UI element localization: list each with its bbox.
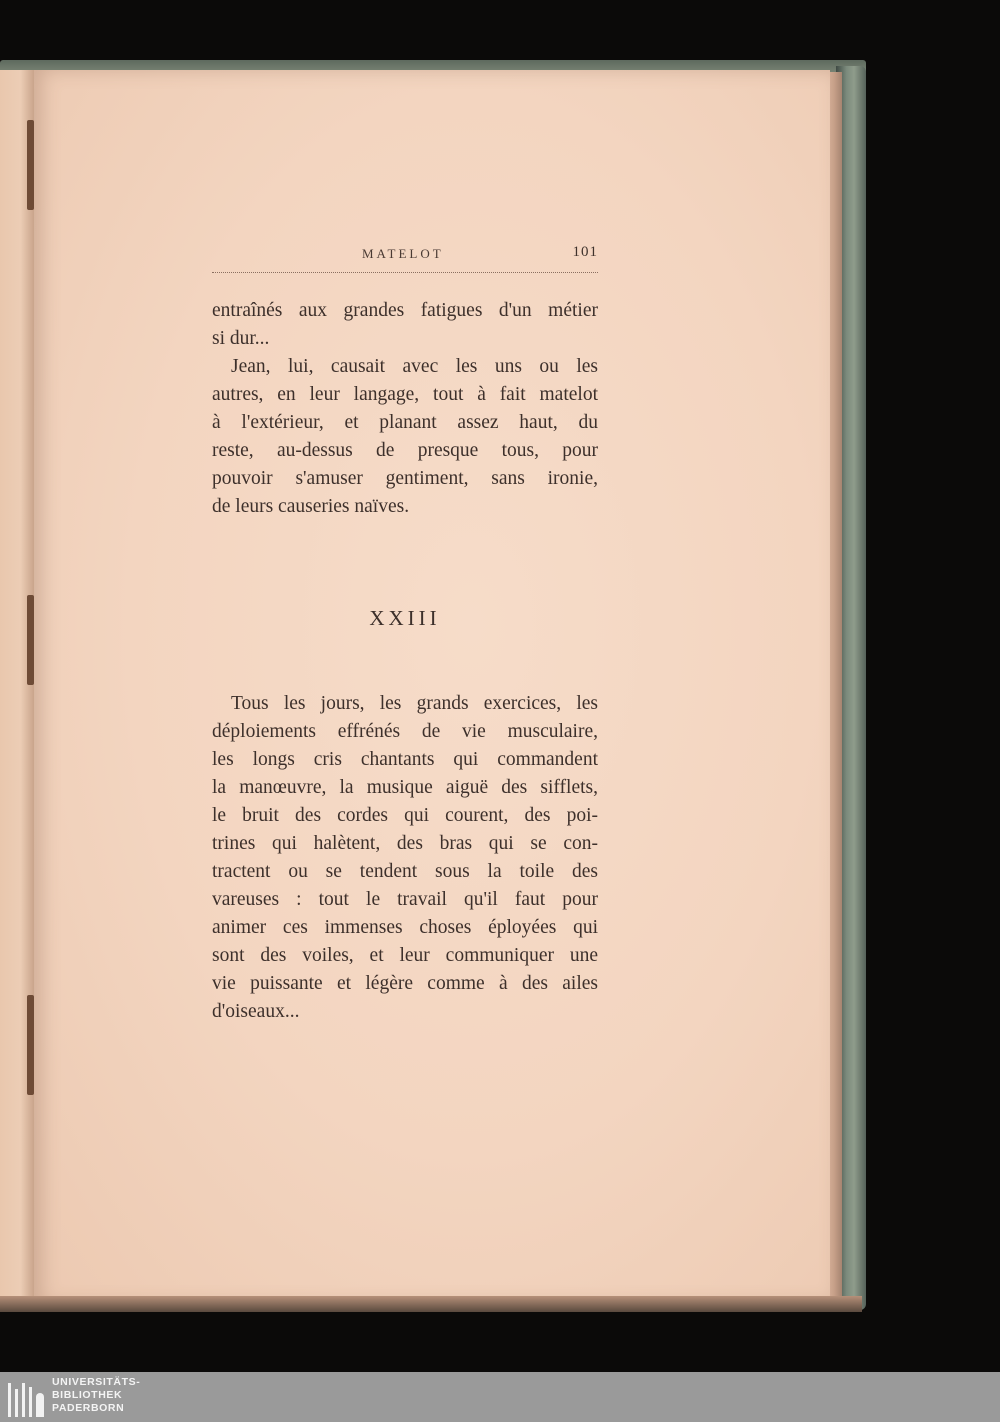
paragraph-continuation: [212, 297, 598, 353]
text-line: si dur...: [212, 328, 270, 349]
text-line: les longs cris chantants qui commandent: [212, 749, 598, 770]
text-line: déploiements effrénés de vie musculaire,: [212, 721, 598, 742]
logo-line: UNIVERSITÄTS-: [52, 1376, 141, 1388]
library-logo-icon: [6, 1377, 46, 1417]
text-line: de leurs causeries naïves.: [212, 496, 410, 517]
left-page-sliver: [0, 70, 34, 1302]
binding-stain: [27, 595, 34, 685]
library-footer-bar: [0, 1372, 1000, 1422]
logo-line: PADERBORN: [52, 1402, 125, 1414]
text-line: Tous les jours, les grands exercices, les: [231, 693, 598, 714]
book-bottom-edge: [0, 1296, 862, 1312]
library-logo-text: [52, 1376, 140, 1415]
text-line: autres, en leur langage, tout à fait matelot: [212, 384, 598, 405]
text-line: pouvoir s'amuser gentiment, sans ironie,: [212, 468, 598, 489]
text-line: reste, au-dessus de presque tous, pour: [212, 440, 598, 461]
text-line: la manœuvre, la musique aiguë des sifflets,: [212, 777, 598, 798]
text-line: entraînés aux grandes fatigues d'un métier: [212, 300, 598, 321]
page-header: [212, 242, 598, 273]
running-title: MATELOT: [362, 246, 444, 261]
page-number: 101: [572, 244, 598, 260]
text-line: Jean, lui, causait avec les uns ou les: [231, 356, 598, 377]
text-line: vareuses : tout le travail qu'il faut pour: [212, 889, 598, 910]
text-line: à l'extérieur, et planant assez haut, du: [212, 412, 598, 433]
text-line: sont des voiles, et leur communiquer une: [212, 945, 598, 966]
text-line: animer ces immenses choses éployées qui: [212, 917, 598, 938]
text-line: tractent ou se tendent sous la toile des: [212, 861, 598, 882]
binding-stain: [27, 995, 34, 1095]
text-line: trines qui halètent, des bras qui se con-: [212, 833, 598, 854]
paragraph-jean: [212, 353, 598, 521]
text-line: le bruit des cordes qui courent, des poi-: [212, 805, 598, 826]
logo-line: BIBLIOTHEK: [52, 1389, 123, 1401]
binding-stain: [27, 120, 34, 210]
paragraph-chapter-xxiii: [212, 690, 598, 1026]
text-line: d'oiseaux...: [212, 1001, 300, 1022]
text-line: vie puissante et légère comme à des ailes: [212, 973, 598, 994]
chapter-heading: XXIII: [369, 606, 441, 630]
